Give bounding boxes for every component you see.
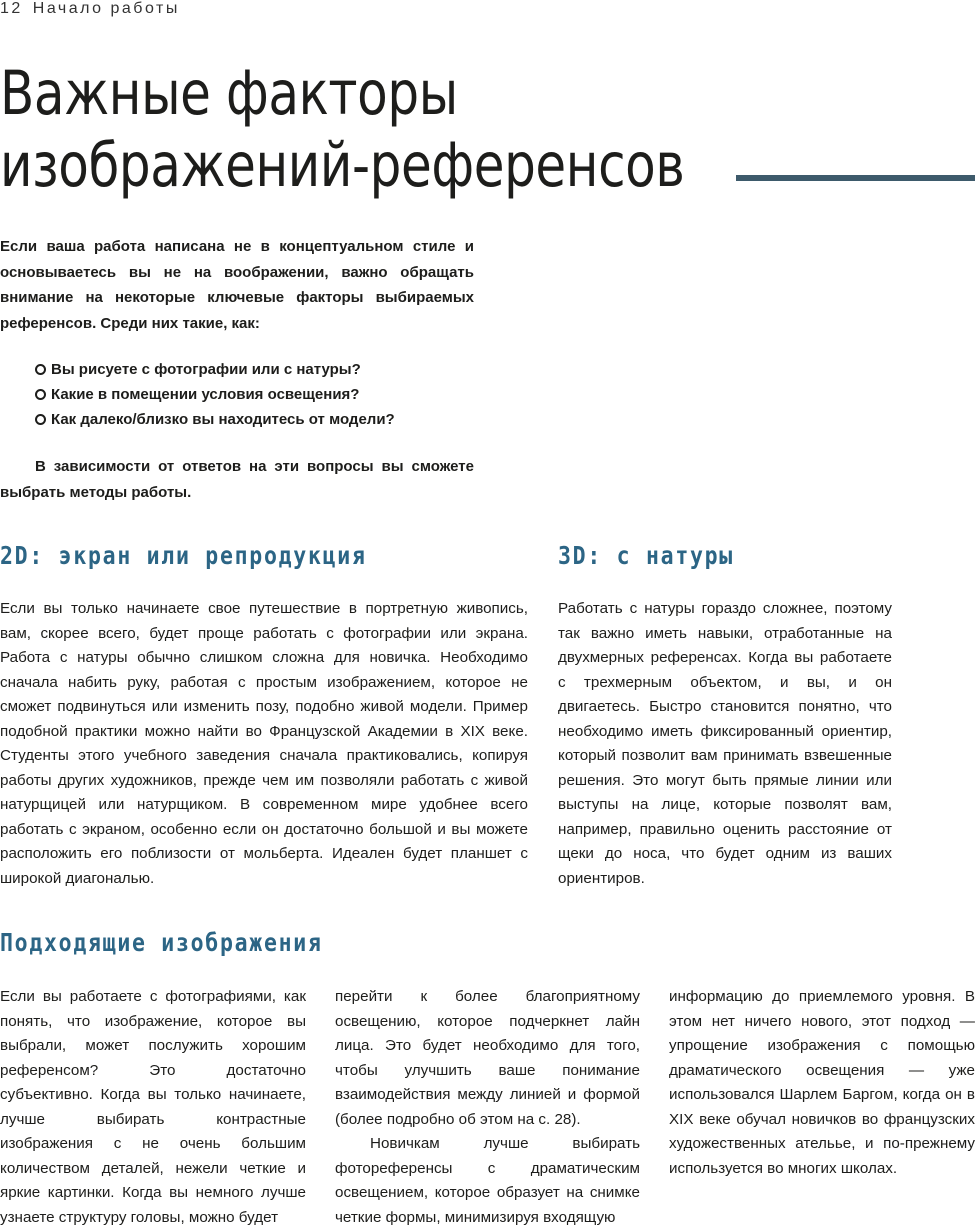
heading-2d: 2D: экран или репродукция xyxy=(0,541,367,570)
running-head xyxy=(0,0,180,18)
heading-3d: 3D: с натуры xyxy=(558,541,734,570)
title-line-2: изображений-референсов xyxy=(0,130,685,201)
section-name: Начало работы xyxy=(32,0,180,17)
list-item: Какие в помещении условия освещения? xyxy=(35,382,475,407)
page-title xyxy=(0,58,684,202)
text-column-3: информацию до приемлемого уровня. В этом нет ничего нового, этот подход — упрощение изображения с помощью драматического освещения — уже использовался Шарлем Баргом, когда он в XIX веке обучал новичков во французских художественных ательье, и по-прежнему используется во многих школах. xyxy=(669,988,975,1177)
circle-bullet-icon xyxy=(35,414,46,425)
text-column-1: Если вы работаете с фотографиями, как понять, что изображение, которое вы выбрали, может послужить хорошим референсом? Это достаточно субъективно. Когда вы только начинаете, лучше выбирать контрастные изображения с не очень большим количеством деталей, нежели четкие и яркие картинки. Когда вы немного лучше узнаете структуру головы, можно будет xyxy=(0,988,306,1225)
list-item: Как далеко/близко вы находитесь от модели? xyxy=(35,407,475,432)
page-number: 12 xyxy=(0,0,23,17)
title-rule xyxy=(736,175,975,181)
intro-paragraph: Если ваша работа написана не в концептуальном стиле и основываетесь вы не на воображении, важно обращать внимание на некоторые ключевые факторы выбираемых референсов. Среди них такие, как: xyxy=(0,238,474,332)
text-2d: Если вы только начинаете свое путешествие в портретную живопись, вам, скорее всего, будет проще работать с фотографии или экрана. Работа с натуры обычно слишком сложна для новичка. Необходимо сначала набить руку, работая с простым изображением, которое не сможет подвинуться или изменить позу, подобно живой модели. Пример подобной практики можно найти во Французской Академии в XIX веке. Студенты этого учебного заведения сначала практиковались, копируя работы других художников, прежде чем им позволяли работать с живой натурщицей или натурщиком. В современном мире удобнее всего работать с экраном, особенно если он достаточно большой и вы можете расположить его поблизости от мольберта. Идеален будет планшет с широкой диагональю. xyxy=(0,600,528,887)
circle-bullet-icon xyxy=(35,364,46,375)
list-item: Вы рисуете с фотографии или с натуры? xyxy=(35,357,475,382)
question-list xyxy=(35,357,475,432)
heading-suitable-images: Подходящие изображения xyxy=(0,928,323,957)
outro-paragraph: В зависимости от ответов на эти вопросы вы сможете выбрать методы работы. xyxy=(0,458,474,501)
circle-bullet-icon xyxy=(35,389,46,400)
title-line-1: Важные факторы xyxy=(0,58,458,129)
text-3d: Работать с натуры гораздо сложнее, поэтому так важно иметь навыки, отработанные на двухмерных референсах. Когда вы работаете с трехмерным объектом, и вы, и он двигаетесь. Быстро становится понятно, что необходимо иметь фиксированный ориентир, который позволит вам принимать взвешенные решения. Это могут быть прямые линии или выступы на лице, которые позволят вам, например, правильно оценить расстояние от щеки до носа, что будет одним из ваших ориентиров. xyxy=(558,600,892,887)
text-column-2: перейти к более благоприятному освещению, которое подчеркнет лайн лица. Это будет необходимо для того, чтобы улучшить ваше понимание взаимодействия между линией и формой (более подробно об этом на с. 28). Новичкам лучше выбирать фотореференсы с драматическим освещением, которое образует на снимке четкие формы, минимизируя входящую xyxy=(335,988,640,1225)
